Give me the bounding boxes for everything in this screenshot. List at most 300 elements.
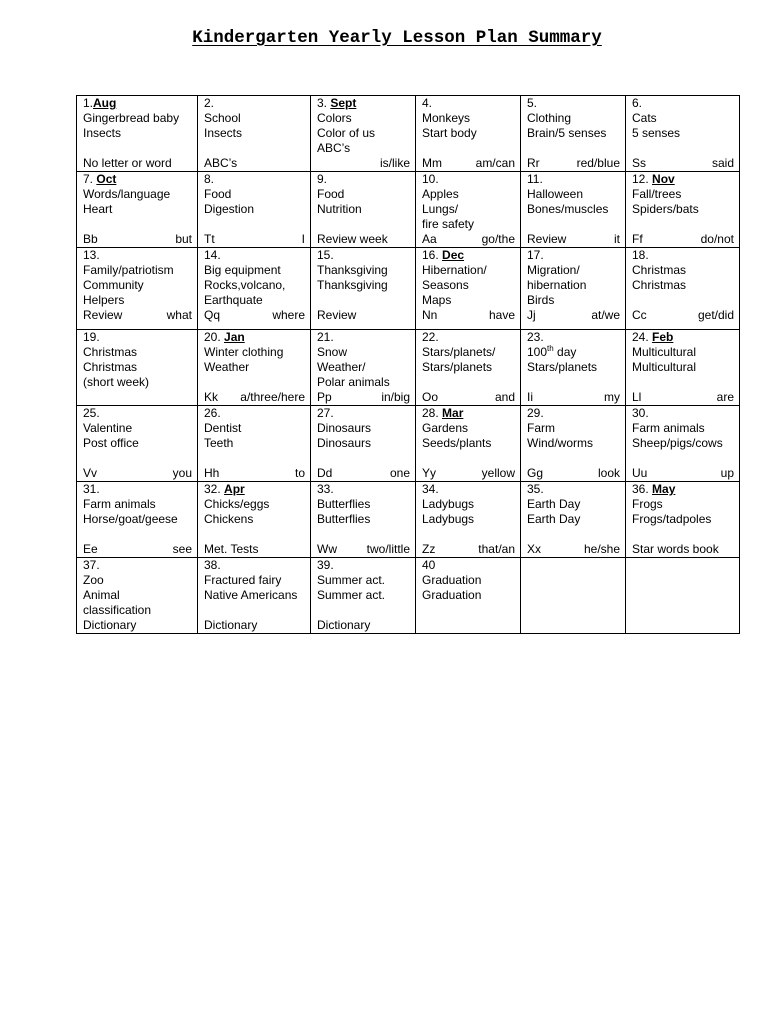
letter-word-row bbox=[204, 232, 305, 247]
topic-line: Polar animals bbox=[317, 375, 390, 389]
topic-line bbox=[527, 573, 620, 588]
sight-words: and bbox=[494, 390, 515, 404]
week-number: 12. bbox=[632, 172, 649, 186]
month-label: Apr bbox=[224, 482, 245, 496]
week-cell bbox=[311, 96, 416, 172]
topic-line: Stars/planets bbox=[527, 360, 598, 374]
week-cell bbox=[416, 172, 521, 248]
topic-line: Butterflies bbox=[317, 497, 371, 511]
week-number: 20. bbox=[204, 330, 221, 344]
week-cell bbox=[77, 172, 198, 248]
week-number: 26. bbox=[204, 406, 221, 420]
week-number: 25. bbox=[83, 406, 100, 420]
week-cell bbox=[626, 172, 740, 248]
week-number-line bbox=[204, 248, 305, 263]
letter-word-row bbox=[204, 390, 305, 405]
week-number: 19. bbox=[83, 330, 100, 344]
topic-line: hibernation bbox=[527, 278, 587, 292]
table-row bbox=[77, 172, 740, 248]
letter-word-row bbox=[83, 466, 192, 481]
week-number-line bbox=[317, 330, 410, 345]
letter-of-week: Ff bbox=[632, 232, 643, 246]
week-number: 30. bbox=[632, 406, 649, 420]
week-number: 22. bbox=[422, 330, 439, 344]
week-cell bbox=[198, 558, 311, 634]
sight-words: have bbox=[488, 308, 515, 322]
topic-line: Birds bbox=[527, 293, 555, 307]
letter-word-row bbox=[83, 308, 192, 323]
week-number-line bbox=[317, 482, 410, 497]
week-cell bbox=[626, 96, 740, 172]
week-cell bbox=[626, 482, 740, 558]
topic-line: Christmas bbox=[632, 263, 687, 277]
sight-words: you bbox=[172, 466, 192, 480]
week-number: 11. bbox=[527, 172, 543, 186]
letter-of-week: Rr bbox=[527, 156, 540, 170]
topic-line: Graduation bbox=[422, 588, 482, 602]
letter-word-row bbox=[317, 156, 410, 171]
topic-line: Maps bbox=[422, 293, 452, 307]
week-number-line bbox=[317, 248, 410, 263]
sight-words: go/the bbox=[481, 232, 515, 246]
letter-of-week: Qq bbox=[204, 308, 221, 322]
week-number: 35. bbox=[527, 482, 544, 496]
topic-line: Summer act. bbox=[317, 588, 386, 602]
topic-line: Monkeys bbox=[422, 111, 471, 125]
topic-line: Post office bbox=[83, 436, 139, 450]
ordinal-suffix: th bbox=[547, 344, 554, 353]
letter-of-week: Bb bbox=[83, 232, 98, 246]
letter-word-row bbox=[204, 308, 305, 323]
week-cell bbox=[626, 330, 740, 406]
topic-line: Colors bbox=[317, 111, 352, 125]
week-number: 15. bbox=[317, 248, 334, 262]
topic-line: Winter clothing bbox=[204, 345, 284, 359]
topic-line bbox=[204, 375, 305, 390]
topic-line: Heart bbox=[83, 202, 113, 216]
letter-of-week: Aa bbox=[422, 232, 437, 246]
week-number: 1. bbox=[83, 96, 94, 110]
letter-of-week: Xx bbox=[527, 542, 542, 556]
week-number: 3. bbox=[317, 96, 328, 110]
topic-line: Earth Day bbox=[527, 512, 581, 526]
lesson-plan-table bbox=[76, 95, 740, 634]
week-cell bbox=[521, 482, 626, 558]
topic-line: Thanksgiving bbox=[317, 263, 388, 277]
letter-of-week: Ss bbox=[632, 156, 647, 170]
week-number: 33. bbox=[317, 482, 334, 496]
topic-line: Chickens bbox=[204, 512, 254, 526]
week-cell bbox=[198, 172, 311, 248]
week-number-line bbox=[83, 330, 192, 345]
topic-line: Teeth bbox=[204, 436, 234, 450]
letter-word-row bbox=[422, 232, 515, 247]
letter-of-week: Hh bbox=[204, 466, 220, 480]
week-cell bbox=[77, 482, 198, 558]
topic-line bbox=[632, 603, 734, 618]
topic-line: Dinosaurs bbox=[317, 421, 372, 435]
week-number-line bbox=[632, 482, 734, 497]
letter-of-week: Ww bbox=[317, 542, 337, 556]
letter-of-week: Review bbox=[317, 308, 357, 322]
topic-line: Multicultural bbox=[632, 345, 697, 359]
topic-line bbox=[632, 375, 734, 390]
week-cell bbox=[626, 248, 740, 330]
letter-word-row bbox=[83, 232, 192, 247]
sight-words: I bbox=[301, 232, 305, 246]
week-number-line bbox=[204, 406, 305, 421]
topic-line: Insects bbox=[204, 126, 243, 140]
topic-line: Sheep/pigs/cows bbox=[632, 436, 723, 450]
topic-line bbox=[422, 603, 515, 618]
topic-line: Food bbox=[204, 187, 232, 201]
topic-line bbox=[632, 217, 734, 232]
topic-line: Graduation bbox=[422, 573, 482, 587]
topic-line: Hibernation/ bbox=[422, 263, 487, 277]
sight-words: red/blue bbox=[576, 156, 620, 170]
week-number-line bbox=[422, 96, 515, 111]
topic-line bbox=[422, 375, 515, 390]
topic-line bbox=[204, 141, 305, 156]
week-number: 18. bbox=[632, 248, 649, 262]
sight-words: get/did bbox=[697, 308, 734, 322]
week-number-line bbox=[422, 172, 515, 187]
topic-line: Color of us bbox=[317, 126, 376, 140]
topic-line bbox=[632, 527, 734, 542]
letter-word-row bbox=[632, 232, 734, 247]
topic-line bbox=[204, 527, 305, 542]
week-cell bbox=[77, 248, 198, 330]
sight-words: one bbox=[389, 466, 410, 480]
topic-line: Christmas bbox=[83, 345, 138, 359]
topic-line bbox=[632, 141, 734, 156]
week-number: 2. bbox=[204, 96, 215, 110]
week-number: 34. bbox=[422, 482, 439, 496]
topic-line: Seasons bbox=[422, 278, 469, 292]
week-number-line bbox=[527, 558, 620, 573]
week-number: 37. bbox=[83, 558, 100, 572]
topic-line: Snow bbox=[317, 345, 348, 359]
sight-words: he/she bbox=[583, 542, 620, 556]
topic-line: Rocks,volcano, bbox=[204, 278, 286, 292]
week-number: 5. bbox=[527, 96, 538, 110]
letter-of-week: Ee bbox=[83, 542, 98, 556]
week-cell bbox=[198, 482, 311, 558]
topic-line: Migration/ bbox=[527, 263, 580, 277]
sight-words: but bbox=[175, 232, 192, 246]
sight-words: where bbox=[272, 308, 305, 322]
week-number: 4. bbox=[422, 96, 433, 110]
week-number: 21. bbox=[317, 330, 334, 344]
week-number: 39. bbox=[317, 558, 334, 572]
topic-line bbox=[527, 603, 620, 618]
sight-words: up bbox=[720, 466, 734, 480]
week-number-line bbox=[632, 406, 734, 421]
topic-line: Lungs/ bbox=[422, 202, 459, 216]
topic-line bbox=[527, 588, 620, 603]
week-number-line bbox=[632, 248, 734, 263]
month-label: Sept bbox=[330, 96, 357, 110]
topic-line: Stars/planets/ bbox=[422, 345, 496, 359]
topic-line: Native Americans bbox=[204, 588, 298, 602]
week-cell bbox=[77, 330, 198, 406]
topic-line: 100th day bbox=[527, 344, 577, 359]
topic-line: Seeds/plants bbox=[422, 436, 492, 450]
topic-line: Frogs/tadpoles bbox=[632, 512, 712, 526]
letter-of-week: No letter or word bbox=[83, 156, 172, 170]
week-number-line bbox=[83, 558, 192, 573]
topic-line bbox=[422, 527, 515, 542]
week-cell bbox=[311, 330, 416, 406]
letter-of-week: Nn bbox=[422, 308, 438, 322]
sight-words: that/an bbox=[478, 542, 515, 556]
month-label: Feb bbox=[652, 330, 674, 344]
week-cell bbox=[521, 96, 626, 172]
week-cell bbox=[521, 558, 626, 634]
letter-word-row bbox=[83, 156, 192, 171]
topic-line bbox=[204, 217, 305, 232]
month-label: Dec bbox=[442, 248, 465, 262]
topic-line: Weather bbox=[204, 360, 250, 374]
letter-of-week: Met. Tests bbox=[204, 542, 259, 556]
week-number: 10. bbox=[422, 172, 439, 186]
topic-line: Brain/5 senses bbox=[527, 126, 607, 140]
sight-words: in/big bbox=[381, 390, 410, 404]
letter-word-row bbox=[527, 390, 620, 405]
week-cell bbox=[416, 482, 521, 558]
letter-of-week: Yy bbox=[422, 466, 437, 480]
topic-line: Summer act. bbox=[317, 573, 386, 587]
week-number-line bbox=[83, 96, 192, 111]
topic-line bbox=[527, 141, 620, 156]
sight-words: two/little bbox=[366, 542, 410, 556]
week-number-line bbox=[632, 330, 734, 345]
week-cell bbox=[416, 558, 521, 634]
week-number-line bbox=[422, 406, 515, 421]
week-number-line bbox=[204, 172, 305, 187]
week-number-line bbox=[632, 558, 734, 573]
letter-of-week: Uu bbox=[632, 466, 648, 480]
week-cell bbox=[198, 248, 311, 330]
topic-line: Gingerbread baby bbox=[83, 111, 180, 125]
week-number: 13. bbox=[83, 248, 100, 262]
topic-line: Apples bbox=[422, 187, 459, 201]
week-cell bbox=[626, 558, 740, 634]
week-cell bbox=[416, 330, 521, 406]
topic-line: Spiders/bats bbox=[632, 202, 699, 216]
week-number-line bbox=[317, 558, 410, 573]
letter-word-row bbox=[317, 232, 410, 247]
week-cell bbox=[77, 406, 198, 482]
week-number: 14. bbox=[204, 248, 221, 262]
letter-word-row bbox=[422, 156, 515, 171]
week-cell bbox=[311, 558, 416, 634]
week-number-line bbox=[422, 330, 515, 345]
sight-words: is/like bbox=[379, 156, 410, 170]
letter-of-week: ABC’s bbox=[204, 156, 238, 170]
page-title: Kindergarten Yearly Lesson Plan Summary bbox=[192, 28, 602, 48]
topic-line: classification bbox=[83, 603, 152, 617]
topic-line: Helpers bbox=[83, 293, 125, 307]
month-label: May bbox=[652, 482, 676, 496]
topic-line bbox=[317, 293, 410, 308]
letter-word-row bbox=[527, 542, 620, 557]
topic-line bbox=[632, 588, 734, 603]
letter-word-row bbox=[632, 542, 734, 557]
topic-line: 5 senses bbox=[632, 126, 681, 140]
topic-line bbox=[632, 293, 734, 308]
week-cell bbox=[198, 330, 311, 406]
week-number: 38. bbox=[204, 558, 221, 572]
letter-of-week: Zz bbox=[422, 542, 436, 556]
letter-word-row bbox=[83, 542, 192, 557]
topic-line: Zoo bbox=[83, 573, 104, 587]
table-row bbox=[77, 482, 740, 558]
topic-line bbox=[83, 141, 192, 156]
letter-word-row bbox=[527, 156, 620, 171]
topic-line: Frogs bbox=[632, 497, 663, 511]
week-number-line bbox=[527, 96, 620, 111]
topic-line: Earthquate bbox=[204, 293, 263, 307]
week-cell bbox=[416, 406, 521, 482]
month-label: Nov bbox=[652, 172, 675, 186]
letter-of-week: Gg bbox=[527, 466, 544, 480]
topic-line: Dinosaurs bbox=[317, 436, 372, 450]
week-number: 40 bbox=[422, 558, 436, 572]
letter-of-week: Dictionary bbox=[204, 618, 258, 632]
week-cell bbox=[311, 248, 416, 330]
month-label: Aug bbox=[93, 96, 117, 110]
week-number-line bbox=[632, 96, 734, 111]
topic-line bbox=[317, 451, 410, 466]
week-number-line bbox=[83, 172, 192, 187]
table-row bbox=[77, 96, 740, 172]
letter-of-week: Dd bbox=[317, 466, 333, 480]
week-number: 6. bbox=[632, 96, 643, 110]
week-number: 32. bbox=[204, 482, 221, 496]
table-row bbox=[77, 330, 740, 406]
week-number: 9. bbox=[317, 172, 328, 186]
topic-line: Fractured fairy bbox=[204, 573, 282, 587]
letter-word-row bbox=[422, 390, 515, 405]
week-number-line bbox=[527, 330, 620, 345]
topic-line: Earth Day bbox=[527, 497, 581, 511]
topic-line bbox=[83, 451, 192, 466]
letter-word-row bbox=[204, 466, 305, 481]
week-number: 31. bbox=[83, 482, 100, 496]
letter-of-week: Kk bbox=[204, 390, 219, 404]
week-number-line bbox=[204, 330, 305, 345]
sight-words: see bbox=[172, 542, 192, 556]
letter-of-week: Star words book bbox=[632, 542, 719, 556]
topic-line: Community bbox=[83, 278, 144, 292]
week-cell bbox=[521, 248, 626, 330]
month-label: Mar bbox=[442, 406, 464, 420]
topic-line: Fall/trees bbox=[632, 187, 682, 201]
topic-line: Nutrition bbox=[317, 202, 362, 216]
week-number-line bbox=[204, 96, 305, 111]
topic-line bbox=[527, 375, 620, 390]
topic-line: Farm animals bbox=[83, 497, 156, 511]
week-number-line bbox=[527, 406, 620, 421]
topic-line bbox=[527, 451, 620, 466]
week-number: 23. bbox=[527, 330, 544, 344]
week-number-line bbox=[527, 248, 620, 263]
week-number-line bbox=[422, 558, 515, 573]
topic-line bbox=[317, 527, 410, 542]
week-number-line bbox=[527, 482, 620, 497]
week-cell bbox=[311, 482, 416, 558]
topic-line: Multicultural bbox=[632, 360, 697, 374]
topic-line: Valentine bbox=[83, 421, 133, 435]
month-label: Jan bbox=[224, 330, 245, 344]
topic-line bbox=[317, 603, 410, 618]
week-number-line bbox=[422, 482, 515, 497]
sight-words: a/three/here bbox=[240, 390, 305, 404]
topic-line: Halloween bbox=[527, 187, 584, 201]
topic-line: Farm animals bbox=[632, 421, 705, 435]
topic-line: ABC’s bbox=[317, 141, 351, 155]
week-number-line bbox=[204, 558, 305, 573]
week-number: 27. bbox=[317, 406, 334, 420]
week-cell bbox=[311, 172, 416, 248]
letter-word-row bbox=[422, 466, 515, 481]
letter-of-week: Tt bbox=[204, 232, 215, 246]
week-cell bbox=[521, 406, 626, 482]
letter-of-week: Jj bbox=[527, 308, 536, 322]
topic-line bbox=[422, 451, 515, 466]
week-number: 36. bbox=[632, 482, 649, 496]
week-cell bbox=[521, 172, 626, 248]
sight-words: at/we bbox=[591, 308, 620, 322]
week-cell bbox=[521, 330, 626, 406]
week-cell bbox=[416, 248, 521, 330]
week-number-line bbox=[83, 406, 192, 421]
topic-line: Butterflies bbox=[317, 512, 371, 526]
letter-of-week: Vv bbox=[83, 466, 98, 480]
table-row bbox=[77, 406, 740, 482]
week-number-line bbox=[204, 482, 305, 497]
letter-word-row bbox=[527, 232, 620, 247]
topic-line: Stars/planets bbox=[422, 360, 493, 374]
week-number-line bbox=[317, 96, 410, 111]
letter-word-row bbox=[204, 156, 305, 171]
sight-words: what bbox=[166, 308, 192, 322]
month-label: Oct bbox=[96, 172, 117, 186]
topic-line: Bones/muscles bbox=[527, 202, 609, 216]
letter-word-row bbox=[422, 308, 515, 323]
letter-word-row bbox=[317, 308, 410, 323]
topic-line: Insects bbox=[83, 126, 122, 140]
week-number: 28. bbox=[422, 406, 439, 420]
week-cell bbox=[77, 558, 198, 634]
topic-line: Thanksgiving bbox=[317, 278, 388, 292]
sight-words: am/can bbox=[475, 156, 515, 170]
topic-line: Big equipment bbox=[204, 263, 281, 277]
sight-words: said bbox=[711, 156, 734, 170]
week-cell bbox=[198, 96, 311, 172]
week-cell bbox=[311, 406, 416, 482]
week-number-line bbox=[632, 172, 734, 187]
letter-of-week: Review bbox=[527, 232, 567, 246]
topic-line: fire safety bbox=[422, 217, 475, 231]
topic-line: Ladybugs bbox=[422, 512, 475, 526]
letter-word-row bbox=[83, 618, 192, 633]
letter-word-row bbox=[317, 618, 410, 633]
topic-line: Food bbox=[317, 187, 345, 201]
sight-words: to bbox=[294, 466, 305, 480]
letter-of-week: Pp bbox=[317, 390, 332, 404]
